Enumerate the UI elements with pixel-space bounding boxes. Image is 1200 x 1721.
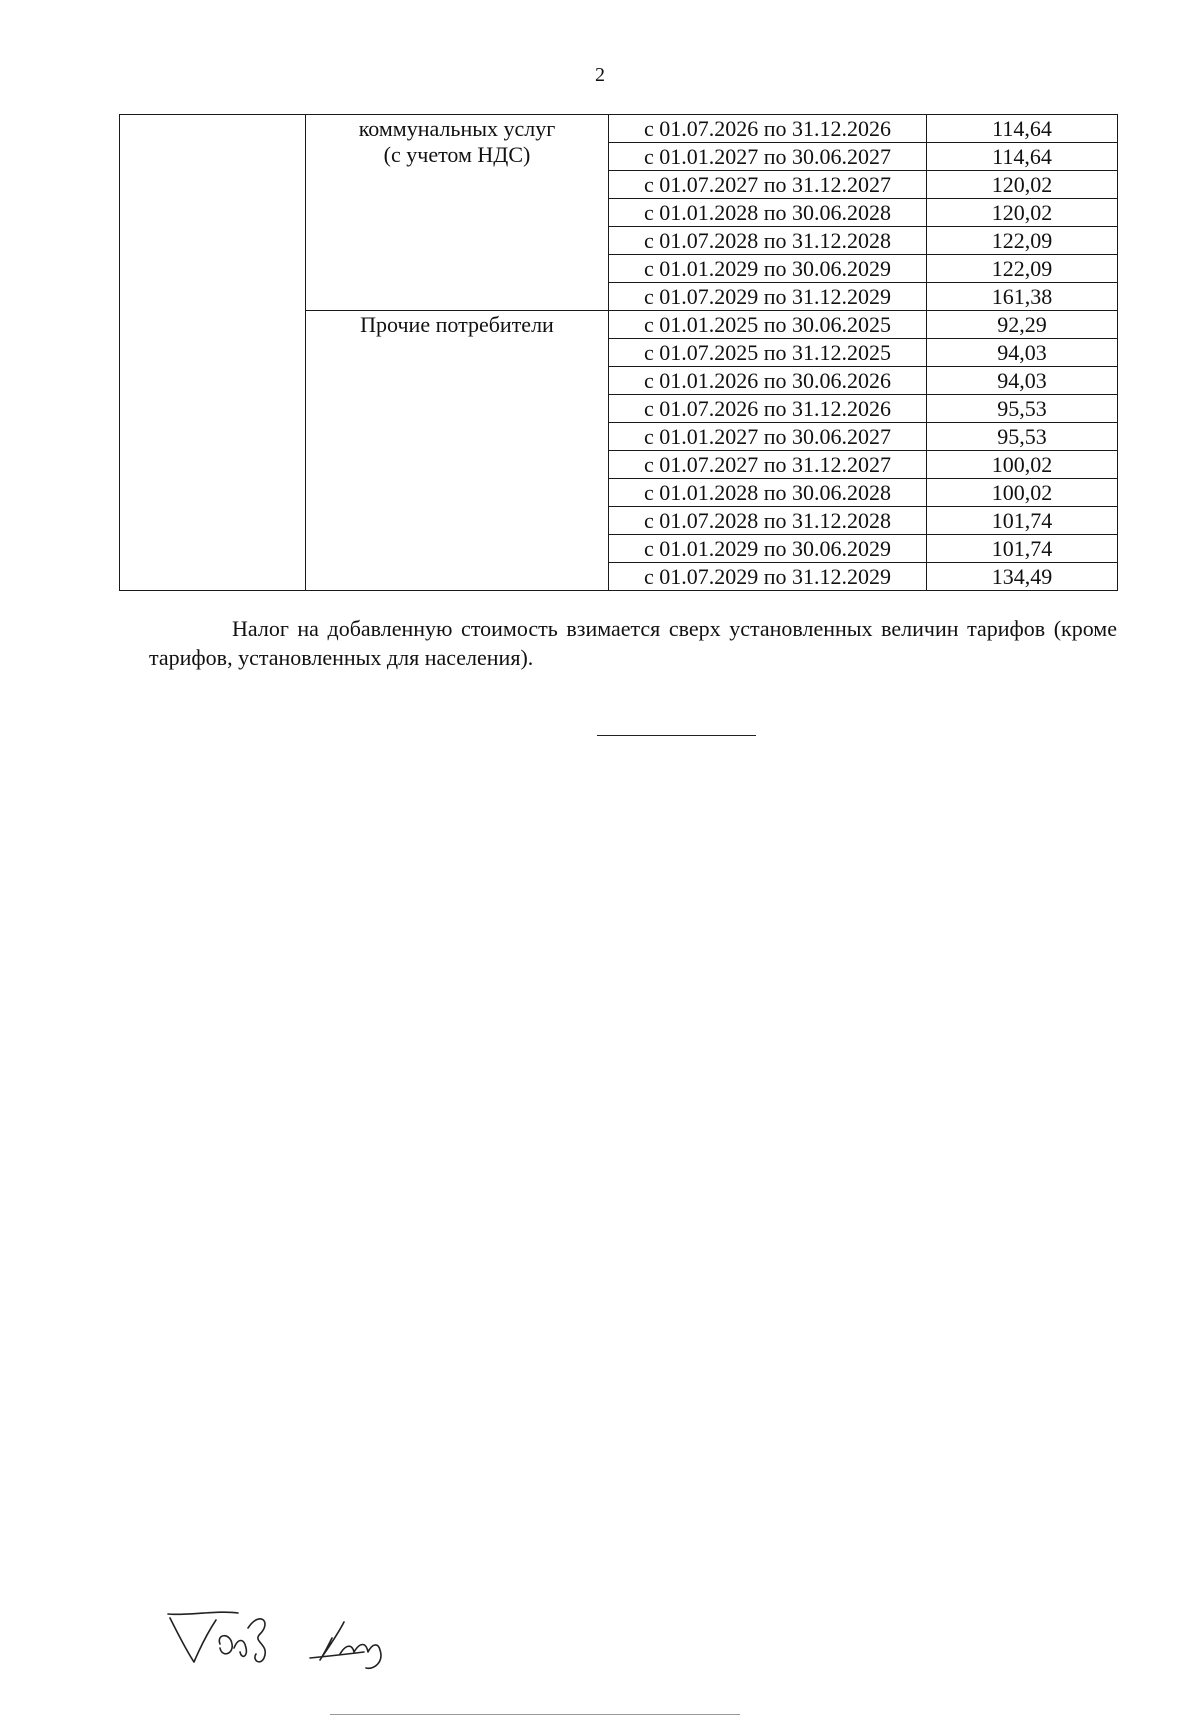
tariff-value-cell: 92,29 bbox=[927, 311, 1118, 339]
period-cell: с 01.07.2025 по 31.12.2025 bbox=[609, 339, 927, 367]
period-cell: с 01.07.2027 по 31.12.2027 bbox=[609, 171, 927, 199]
signature-drawing bbox=[160, 1604, 420, 1674]
tariff-value-cell: 100,02 bbox=[927, 479, 1118, 507]
tariff-table-body bbox=[120, 115, 1118, 591]
period-cell: с 01.01.2025 по 30.06.2025 bbox=[609, 311, 927, 339]
tariff-value-cell: 94,03 bbox=[927, 339, 1118, 367]
tariff-value-cell: 134,49 bbox=[927, 563, 1118, 591]
tariff-value-cell: 120,02 bbox=[927, 171, 1118, 199]
period-cell: с 01.07.2029 по 31.12.2029 bbox=[609, 283, 927, 311]
period-cell: с 01.01.2027 по 30.06.2027 bbox=[609, 143, 927, 171]
separator-line bbox=[597, 735, 756, 736]
tariff-value-cell: 114,64 bbox=[927, 115, 1118, 143]
tariff-value-cell: 95,53 bbox=[927, 423, 1118, 451]
period-cell: с 01.01.2027 по 30.06.2027 bbox=[609, 423, 927, 451]
tariff-value-cell: 94,03 bbox=[927, 367, 1118, 395]
period-cell: с 01.01.2026 по 30.06.2026 bbox=[609, 367, 927, 395]
tariff-value-cell: 120,02 bbox=[927, 199, 1118, 227]
tariff-value-cell: 101,74 bbox=[927, 535, 1118, 563]
tariff-value-cell: 122,09 bbox=[927, 227, 1118, 255]
period-cell: с 01.01.2029 по 30.06.2029 bbox=[609, 535, 927, 563]
bottom-edge-line bbox=[330, 1714, 740, 1715]
tariff-value-cell: 95,53 bbox=[927, 395, 1118, 423]
tariff-value-cell: 161,38 bbox=[927, 283, 1118, 311]
consumer-group-name-line: коммунальных услуг bbox=[358, 116, 556, 141]
consumer-group-name-line: (с учетом НДС) bbox=[383, 142, 531, 167]
period-cell: с 01.01.2028 по 30.06.2028 bbox=[609, 199, 927, 227]
period-cell: с 01.01.2029 по 30.06.2029 bbox=[609, 255, 927, 283]
consumer-group-name-line: Прочие потребители bbox=[360, 312, 554, 337]
period-cell: с 01.07.2026 по 31.12.2026 bbox=[609, 395, 927, 423]
tariff-value-cell: 101,74 bbox=[927, 507, 1118, 535]
table-row bbox=[120, 115, 1118, 143]
period-cell: с 01.07.2027 по 31.12.2027 bbox=[609, 451, 927, 479]
tariff-value-cell: 122,09 bbox=[927, 255, 1118, 283]
tariff-value-cell: 100,02 bbox=[927, 451, 1118, 479]
period-cell: с 01.07.2028 по 31.12.2028 bbox=[609, 227, 927, 255]
period-cell: с 01.07.2026 по 31.12.2026 bbox=[609, 115, 927, 143]
period-cell: с 01.07.2028 по 31.12.2028 bbox=[609, 507, 927, 535]
consumer-group-cell bbox=[306, 311, 609, 591]
tariff-value-cell: 114,64 bbox=[927, 143, 1118, 171]
handwritten-signature-icon bbox=[160, 1604, 420, 1674]
period-cell: с 01.01.2028 по 30.06.2028 bbox=[609, 479, 927, 507]
empty-first-column-cell bbox=[120, 115, 306, 591]
vat-note: Налог на добавленную стоимость взимается сверх установленных величин тарифов (кроме тарифов, установленных для населения). bbox=[149, 616, 1117, 670]
consumer-group-cell bbox=[306, 115, 609, 311]
tariff-table bbox=[119, 114, 1118, 591]
page-number: 2 bbox=[595, 64, 605, 86]
period-cell: с 01.07.2029 по 31.12.2029 bbox=[609, 563, 927, 591]
